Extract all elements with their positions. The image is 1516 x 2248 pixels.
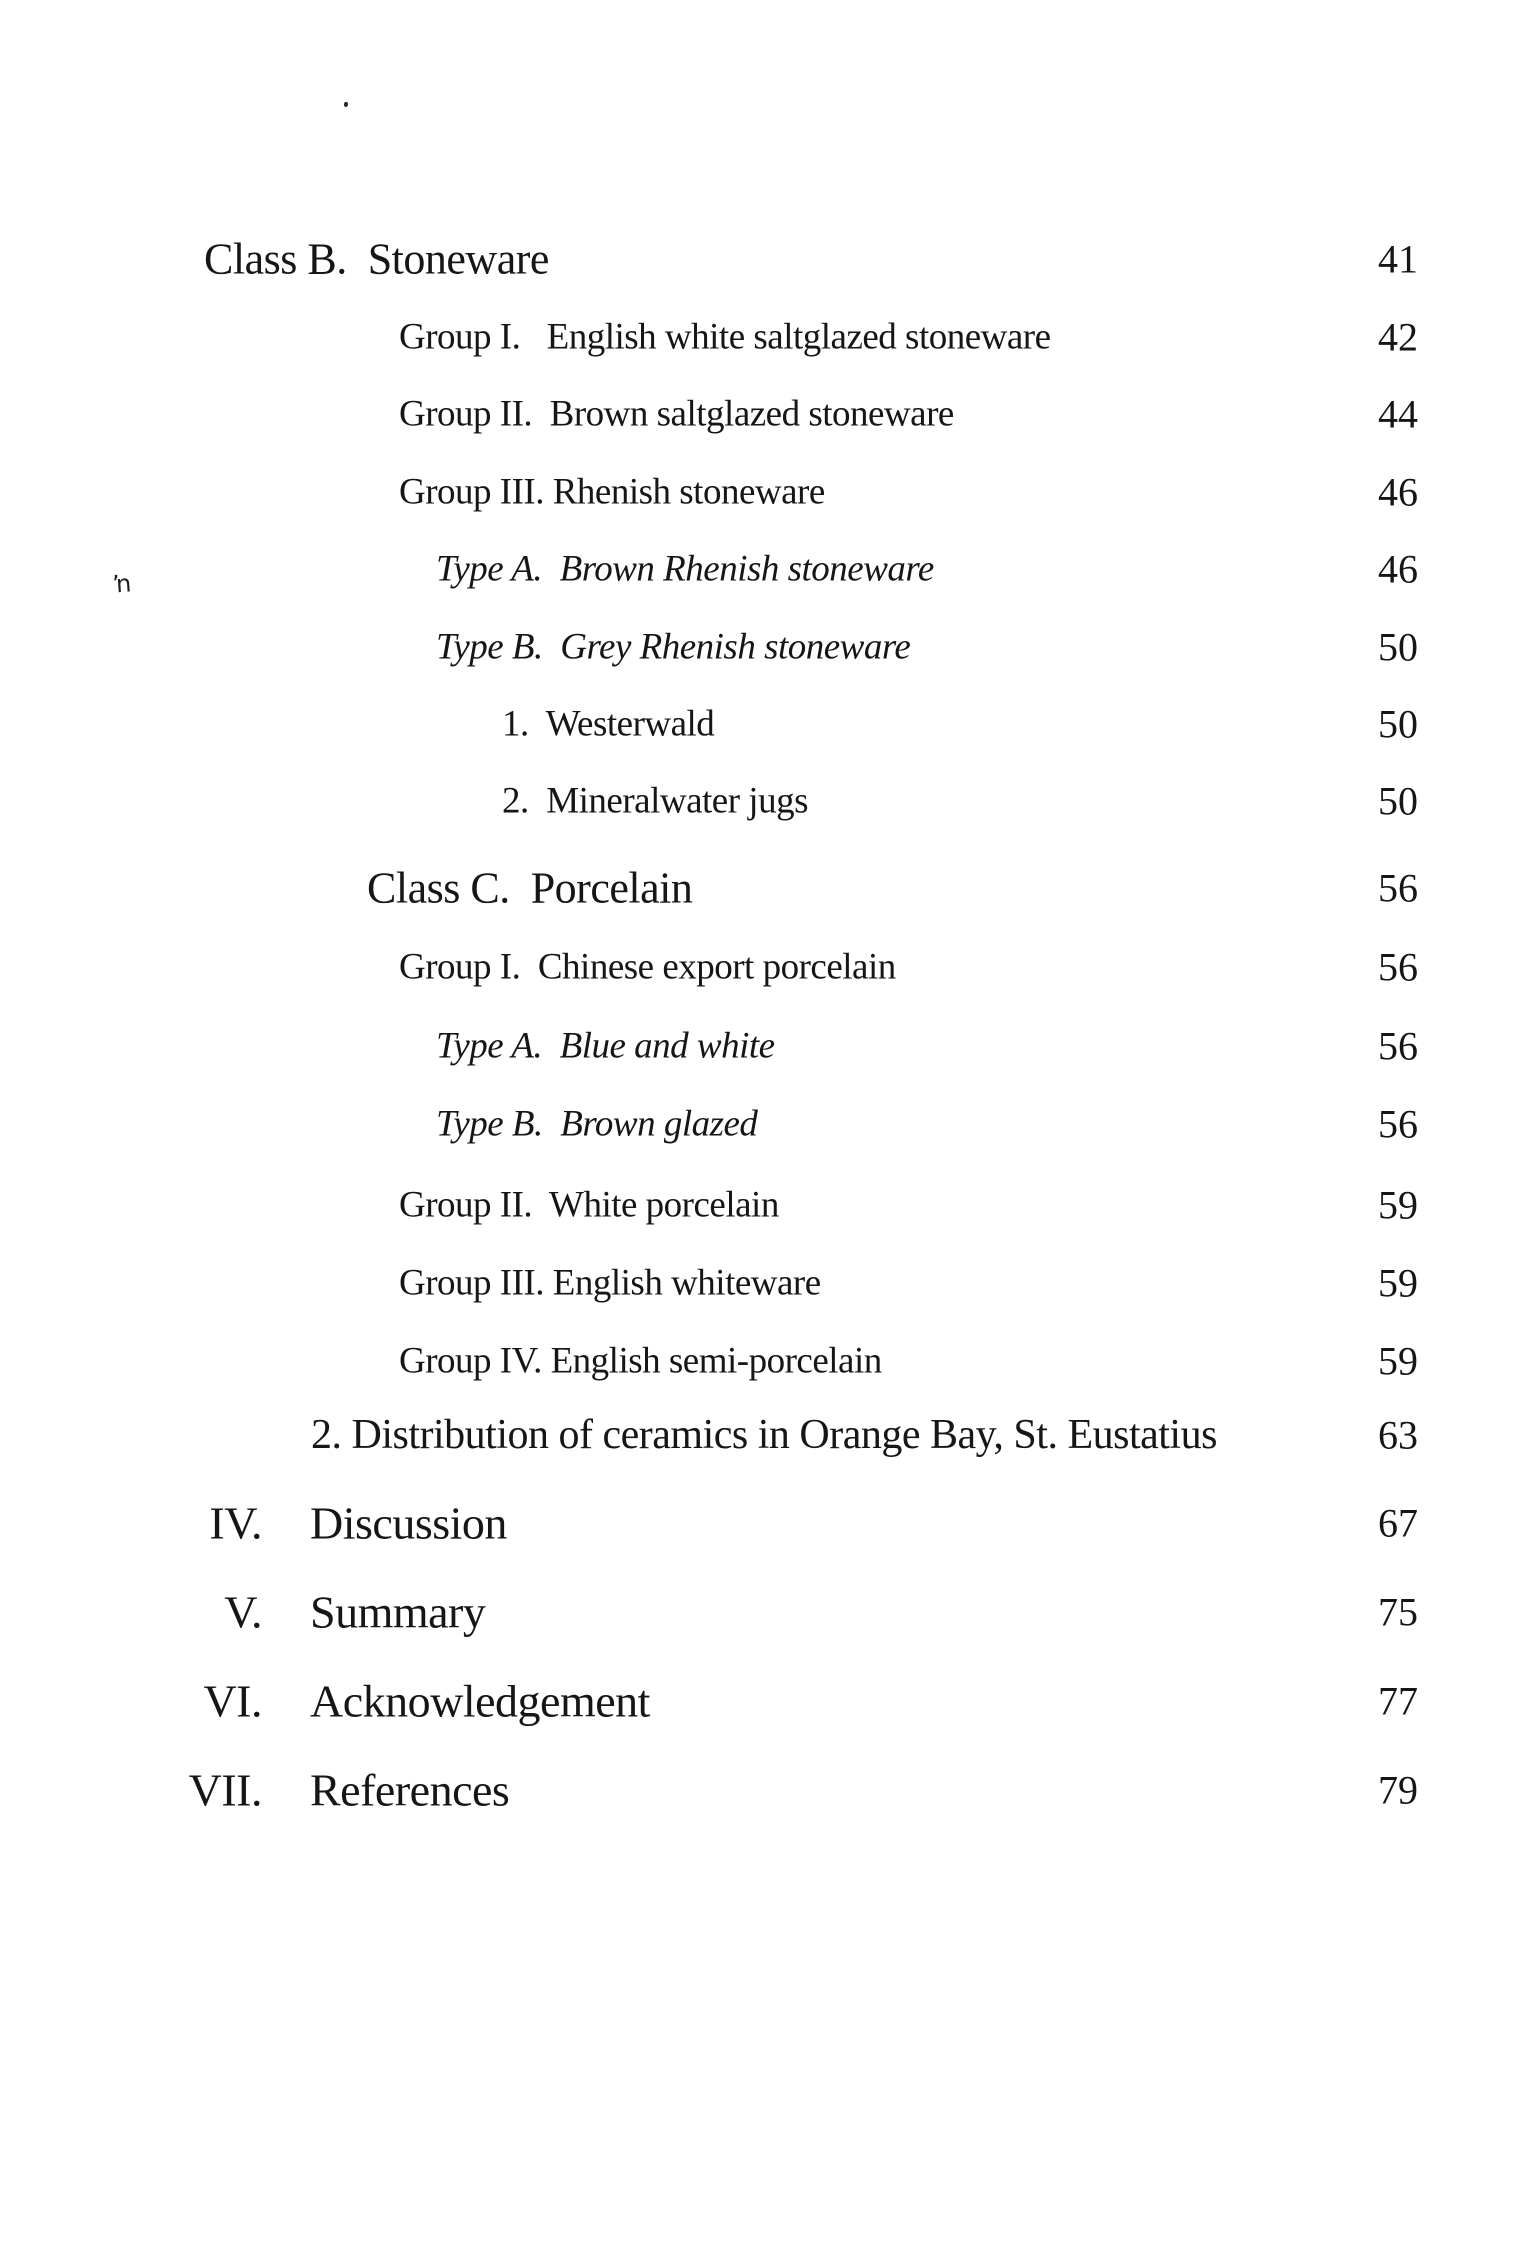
toc-entry-label: Group IV. English semi-porcelain (399, 1340, 882, 1382)
toc-entry-label: 2. Mineralwater jugs (502, 780, 808, 822)
toc-entry-page: 75 (1378, 1589, 1418, 1635)
toc-entry (0, 1495, 1516, 1551)
toc-entry (0, 1102, 1516, 1146)
toc-entry (0, 702, 1516, 746)
toc-entry (0, 470, 1516, 514)
toc-entry-page: 63 (1378, 1412, 1418, 1458)
toc-entry (0, 863, 1516, 913)
toc-entry-page: 56 (1378, 1101, 1418, 1147)
toc-entry (0, 1261, 1516, 1305)
toc-entry (0, 547, 1516, 591)
toc-entry-page: 46 (1378, 546, 1418, 592)
toc-entry-page: 50 (1378, 778, 1418, 824)
toc-section-numeral: VI. (203, 1675, 262, 1727)
toc-entry-label: Acknowledgement (310, 1675, 650, 1727)
toc-entry-label: Type B. Grey Rhenish stoneware (436, 626, 911, 668)
toc-entry-page: 67 (1378, 1500, 1418, 1546)
toc-entry-page: 50 (1378, 624, 1418, 670)
ink-dot-artifact (344, 102, 348, 107)
scan-speck-artifact: ŉ (111, 569, 133, 599)
toc-entry-label: Class C. Porcelain (367, 863, 693, 913)
toc-entry-page: 56 (1378, 1023, 1418, 1069)
toc-entry-label: Summary (310, 1586, 486, 1638)
toc-section-numeral: IV. (209, 1497, 262, 1549)
toc-entry-label: Type B. Brown glazed (436, 1103, 758, 1145)
toc-entry (0, 1024, 1516, 1068)
toc-entry-label: 1. Westerwald (502, 703, 715, 745)
toc-entry-page: 41 (1378, 236, 1418, 282)
toc-entry-page: 42 (1378, 314, 1418, 360)
toc-entry-page: 46 (1378, 469, 1418, 515)
toc-entry-page: 56 (1378, 865, 1418, 911)
toc-entry (0, 1411, 1516, 1459)
toc-entry-label: 2. Distribution of ceramics in Orange Bay, St. Eustatius (311, 1412, 1217, 1458)
toc-entry-page: 50 (1378, 701, 1418, 747)
toc-entry (0, 1762, 1516, 1818)
toc-entry (0, 1584, 1516, 1640)
toc-entry-page: 44 (1378, 391, 1418, 437)
toc-entry-page: 77 (1378, 1678, 1418, 1724)
toc-entry-page: 56 (1378, 944, 1418, 990)
toc-entry-label: Discussion (310, 1497, 507, 1549)
toc-entry-label: Group II. White porcelain (399, 1184, 779, 1226)
toc-section-numeral: VII. (188, 1764, 262, 1816)
toc-entry (0, 1339, 1516, 1383)
toc-entry-label: Group III. English whiteware (399, 1262, 821, 1304)
toc-entry-label: Group III. Rhenish stoneware (399, 471, 825, 513)
toc-entry (0, 625, 1516, 669)
toc-entry-label: Type A. Blue and white (436, 1025, 775, 1067)
toc-section-numeral: V. (224, 1586, 262, 1638)
toc-entry-label: Type A. Brown Rhenish stoneware (436, 548, 934, 590)
toc-entry (0, 945, 1516, 989)
toc-entry-label: Group II. Brown saltglazed stoneware (399, 393, 954, 435)
toc-entry-page: 59 (1378, 1182, 1418, 1228)
toc-entry (0, 1183, 1516, 1227)
toc-entry (0, 315, 1516, 359)
toc-entry-page: 79 (1378, 1767, 1418, 1813)
toc-entry-page: 59 (1378, 1338, 1418, 1384)
toc-entry-label: Class B. Stoneware (204, 234, 549, 284)
toc-entry-label: References (310, 1764, 510, 1816)
toc-entry (0, 234, 1516, 284)
toc-entry (0, 779, 1516, 823)
toc-entry (0, 1673, 1516, 1729)
toc-entry-page: 59 (1378, 1260, 1418, 1306)
toc-entry-label: Group I. English white saltglazed stoneware (399, 316, 1051, 358)
toc-entry-label: Group I. Chinese export porcelain (399, 946, 896, 988)
toc-entry (0, 392, 1516, 436)
